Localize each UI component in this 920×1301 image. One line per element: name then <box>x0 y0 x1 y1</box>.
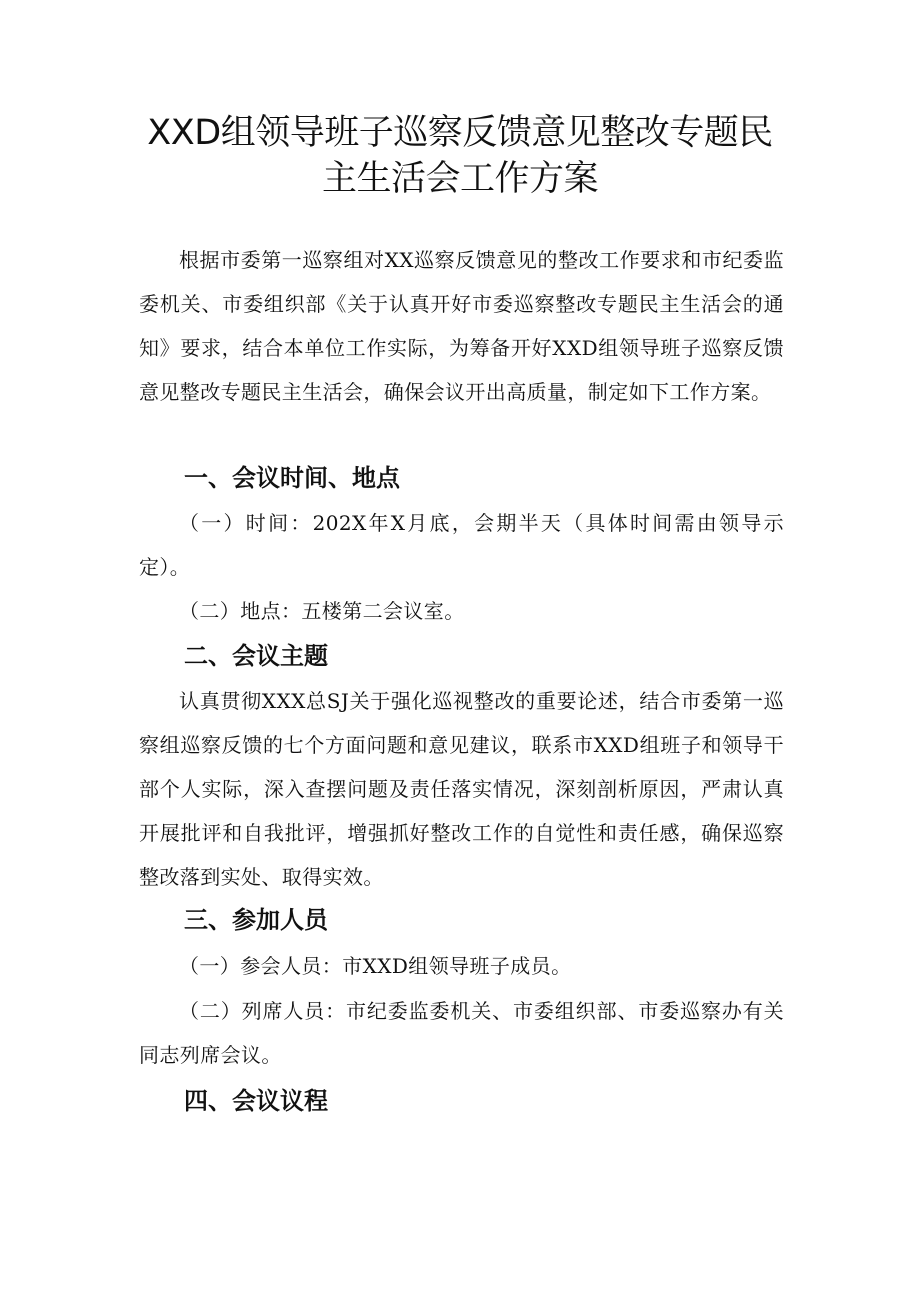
section2-body: 认真贯彻XXX总SJ关于强化巡视整改的重要论述，结合市委第一巡察组巡察反馈的七个方面问题和意见建议，联系市XXD组班子和领导干部个人实际，深入查摆问题及责任落实情况，深刻剖析原因，严肃认真开展批评和自我批评，增强抓好整改工作的自觉性和责任感，确保巡察整改落到实处、取得实效。 <box>139 689 784 889</box>
section1-item-location: （二）地点：五楼第二会议室。 <box>179 599 465 623</box>
section3-item-attendees: （一）参会人员：市XXD组领导班子成员。 <box>179 954 572 978</box>
document-title-line1: XXD组领导班子巡察反馈意见整改专题民 <box>147 113 773 153</box>
section4-heading: 四、会议议程 <box>184 1087 328 1115</box>
section2-heading: 二、会议主题 <box>184 642 328 670</box>
section3-heading: 三、参加人员 <box>184 906 328 934</box>
section1-item-time: （一）时间：202X年X月底，会期半天（具体时间需由领导示定）。 <box>139 511 784 579</box>
intro-paragraph: 根据市委第一巡察组对XX巡察反馈意见的整改工作要求和市纪委监委机关、市委组织部《关于认真开好市委巡察整改专题民主生活会的通知》要求，结合本单位工作实际，为筹备开好XXD组领导班子巡察反馈意见整改专题民主生活会，确保会议开出高质量，制定如下工作方案。 <box>139 248 784 404</box>
section3-item-observers: （二）列席人员：市纪委监委机关、市委组织部、市委巡察办有关同志列席会议。 <box>139 999 784 1067</box>
section1-heading: 一、会议时间、地点 <box>184 464 400 492</box>
document-title-line2: 主生活会工作方案 <box>321 159 598 199</box>
